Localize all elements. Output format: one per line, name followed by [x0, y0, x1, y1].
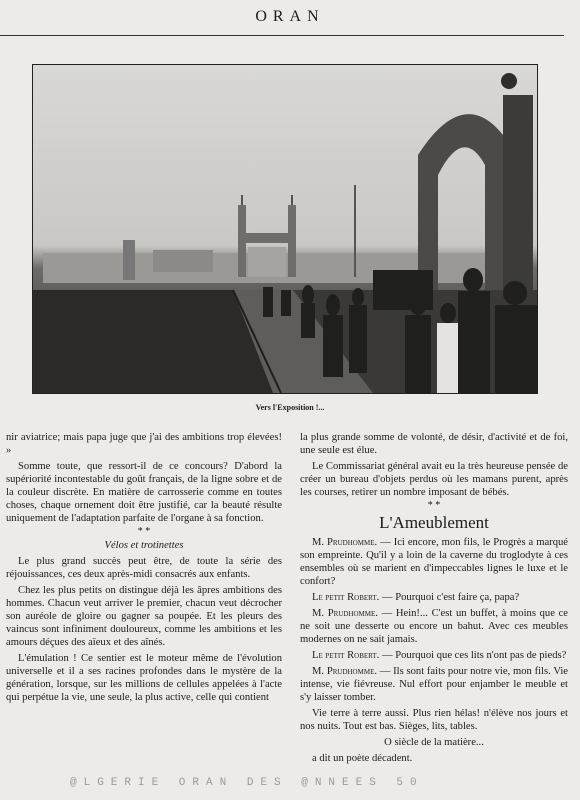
section-stars: * * [427, 500, 441, 511]
dialogue-line [300, 536, 568, 588]
exposition-photo [32, 64, 538, 394]
dialogue-text: — Hein!... C'est un buffet, à moins que ce ne soit une desserte ou encore un bahut. Avec ces meubles modernes on ne sait jamais. [300, 608, 569, 645]
paragraph: la plus grande somme de volonté, de désir, d'activité et de foi, une seule est élue. [300, 432, 568, 456]
dialogue-text: — Pourquoi c'est faire ça, papa? [379, 592, 520, 603]
speaker: Le petit Robert. [312, 650, 380, 661]
dialogue-line [300, 607, 568, 646]
running-header: ORAN [255, 8, 325, 25]
dialogue-line [300, 591, 568, 604]
section-title: L'Ameublement [379, 513, 489, 532]
paragraph: Somme toute, que ressort-il de ce concours? D'abord la supériorité incontestable du goût français, de la ligne sobre et de la couleur discrète. En matière de carrosserie comme en toutes choses, chaque ornement doit être justifié, car la beauté résulte uniquement de l'adaptation parfaite de l'organe à sa fonction. [6, 461, 282, 524]
dialogue-line [300, 649, 568, 662]
paragraph: nir aviatrice; mais papa juge que j'ai des ambitions trop élevées! » [6, 432, 282, 456]
header-rule [0, 35, 564, 36]
speaker: M. Prudhomme. [312, 666, 377, 677]
paragraph: L'émulation ! Ce sentier est le moteur même de l'évolution universelle et il a ses racines profondes dans le mystère de la génération, lorsque, sur les millions de cellules appelées à l'acte qui perpétue la vie, une seule, la plus active, celle qui contient [6, 653, 282, 703]
speaker: M. Prudhomme. [312, 608, 378, 619]
watermark: @LGERIE ORAN DES @NNEES 50 [70, 777, 424, 789]
subheading: Vélos et trotinettes [104, 540, 184, 551]
dialogue-line [300, 665, 568, 704]
photo-caption: Vers l'Exposition !... [255, 403, 325, 412]
paragraph: a dit un poète décadent. [312, 753, 413, 764]
section-stars: * * [137, 526, 151, 537]
speaker: Le petit Robert. [312, 592, 380, 603]
dialogue-text: — Pourquoi que ces lits n'ont pas de pieds? [379, 650, 567, 661]
paragraph: Le plus grand succès peut être, de toute la série des réjouissances, ces deux après-midi consacrés aux enfants. [6, 556, 282, 580]
left-column [6, 431, 282, 707]
paragraph: Chez les plus petits on distingue déjà les âpres ambitions des hommes. Chacun veut arriver le premier, chacun veut décrocher son auréole de gloire ou gagner sa poupée. Et les pleurs des vaincus sont infiniment douloureux, comme les ambitions et les amours déçues des aïeux et des aînés. [6, 585, 282, 648]
speaker: M. Prudhomme. [312, 537, 378, 548]
paragraph: Vie terre à terre aussi. Plus rien hélas! n'élève nos jours et nos nuits. Tout est bas. Sièges, lits, tables. [300, 708, 568, 732]
dialogue-text: — Ils sont faits pour notre vie, mon fils. Vie intense, vie fiévreuse. Nul effort pour enjamber le meuble et s'y laisser tomber. [300, 666, 568, 703]
right-column [300, 431, 568, 768]
quote-line: O siècle de la matière... [384, 737, 484, 748]
dialogue-text: — Ici encore, mon fils, le Progrès a marqué son empreinte. Qu'il y a loin de la caverne du troglodyte à ces ensembles où se marient en d'impeccables lignes le luxe et le confort? [300, 537, 568, 587]
paragraph: Le Commissariat général avait eu la très heureuse pensée de créer un bureau d'objets perdus où les mamans purent, après les courses, retirer un nombre imposant de bébés. [300, 461, 568, 498]
